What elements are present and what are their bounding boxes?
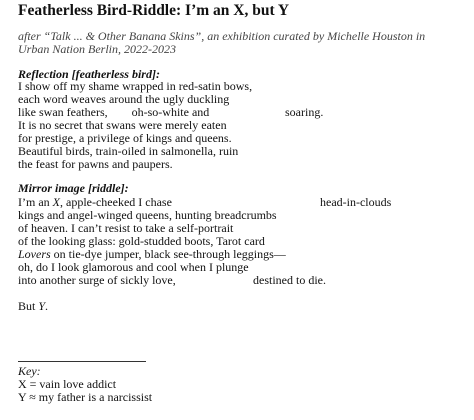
poem-line: Beautiful birds, train-oiled in salmonella, ruin	[18, 144, 239, 158]
section-heading-reflection: Reflection [featherless bird]:	[18, 67, 160, 81]
poem-line-tail: destined to die.	[253, 273, 326, 287]
poem-line: for prestige, a privilege of kings and queens.	[18, 131, 232, 145]
poem-line: Lovers on tie-dye jumper, black see-through leggings—	[18, 247, 286, 261]
poem-line: oh, do I look glamorous and cool when I plunge	[18, 260, 249, 274]
poem-line-tail: head-in-clouds	[320, 195, 392, 209]
poem-line: of heaven. I can’t resist to take a self-portrait	[18, 221, 234, 235]
poem-title: Featherless Bird-Riddle: I’m an X, but Y	[18, 2, 290, 19]
footnote-divider	[18, 361, 146, 362]
poem-line: into another surge of sickly love,	[18, 273, 176, 287]
poem-line: of the looking glass: gold-studded boots, Tarot card	[18, 234, 265, 248]
poem-line: the feast for pawns and paupers.	[18, 157, 173, 171]
poem-line: each word weaves around the ugly duckling	[18, 92, 230, 106]
poem-line: like swan feathers, oh-so-white and	[18, 105, 210, 119]
poem-line: kings and angel-winged queens, hunting breadcrumbs	[18, 208, 277, 222]
poem-line: It is no secret that swans were merely eaten	[18, 118, 227, 132]
key-item: Y ≈ my father is a narcissist	[18, 390, 153, 404]
poem-line-tail: soaring.	[285, 105, 324, 119]
key-label: Key:	[18, 364, 41, 378]
poem-subtitle: after “Talk ... & Other Banana Skins”, an exhibition curated by Michelle Houston in Urban Nation Berlin, 2022-2023	[18, 29, 426, 56]
poem-closing: But Y.	[18, 299, 49, 313]
poem-line: I show off my shame wrapped in red-satin bows,	[18, 79, 253, 93]
poem-line: I’m an X, apple-cheeked I chase	[18, 195, 172, 209]
key-item: X = vain love addict	[18, 377, 117, 391]
section-heading-mirror: Mirror image [riddle]:	[18, 181, 129, 195]
